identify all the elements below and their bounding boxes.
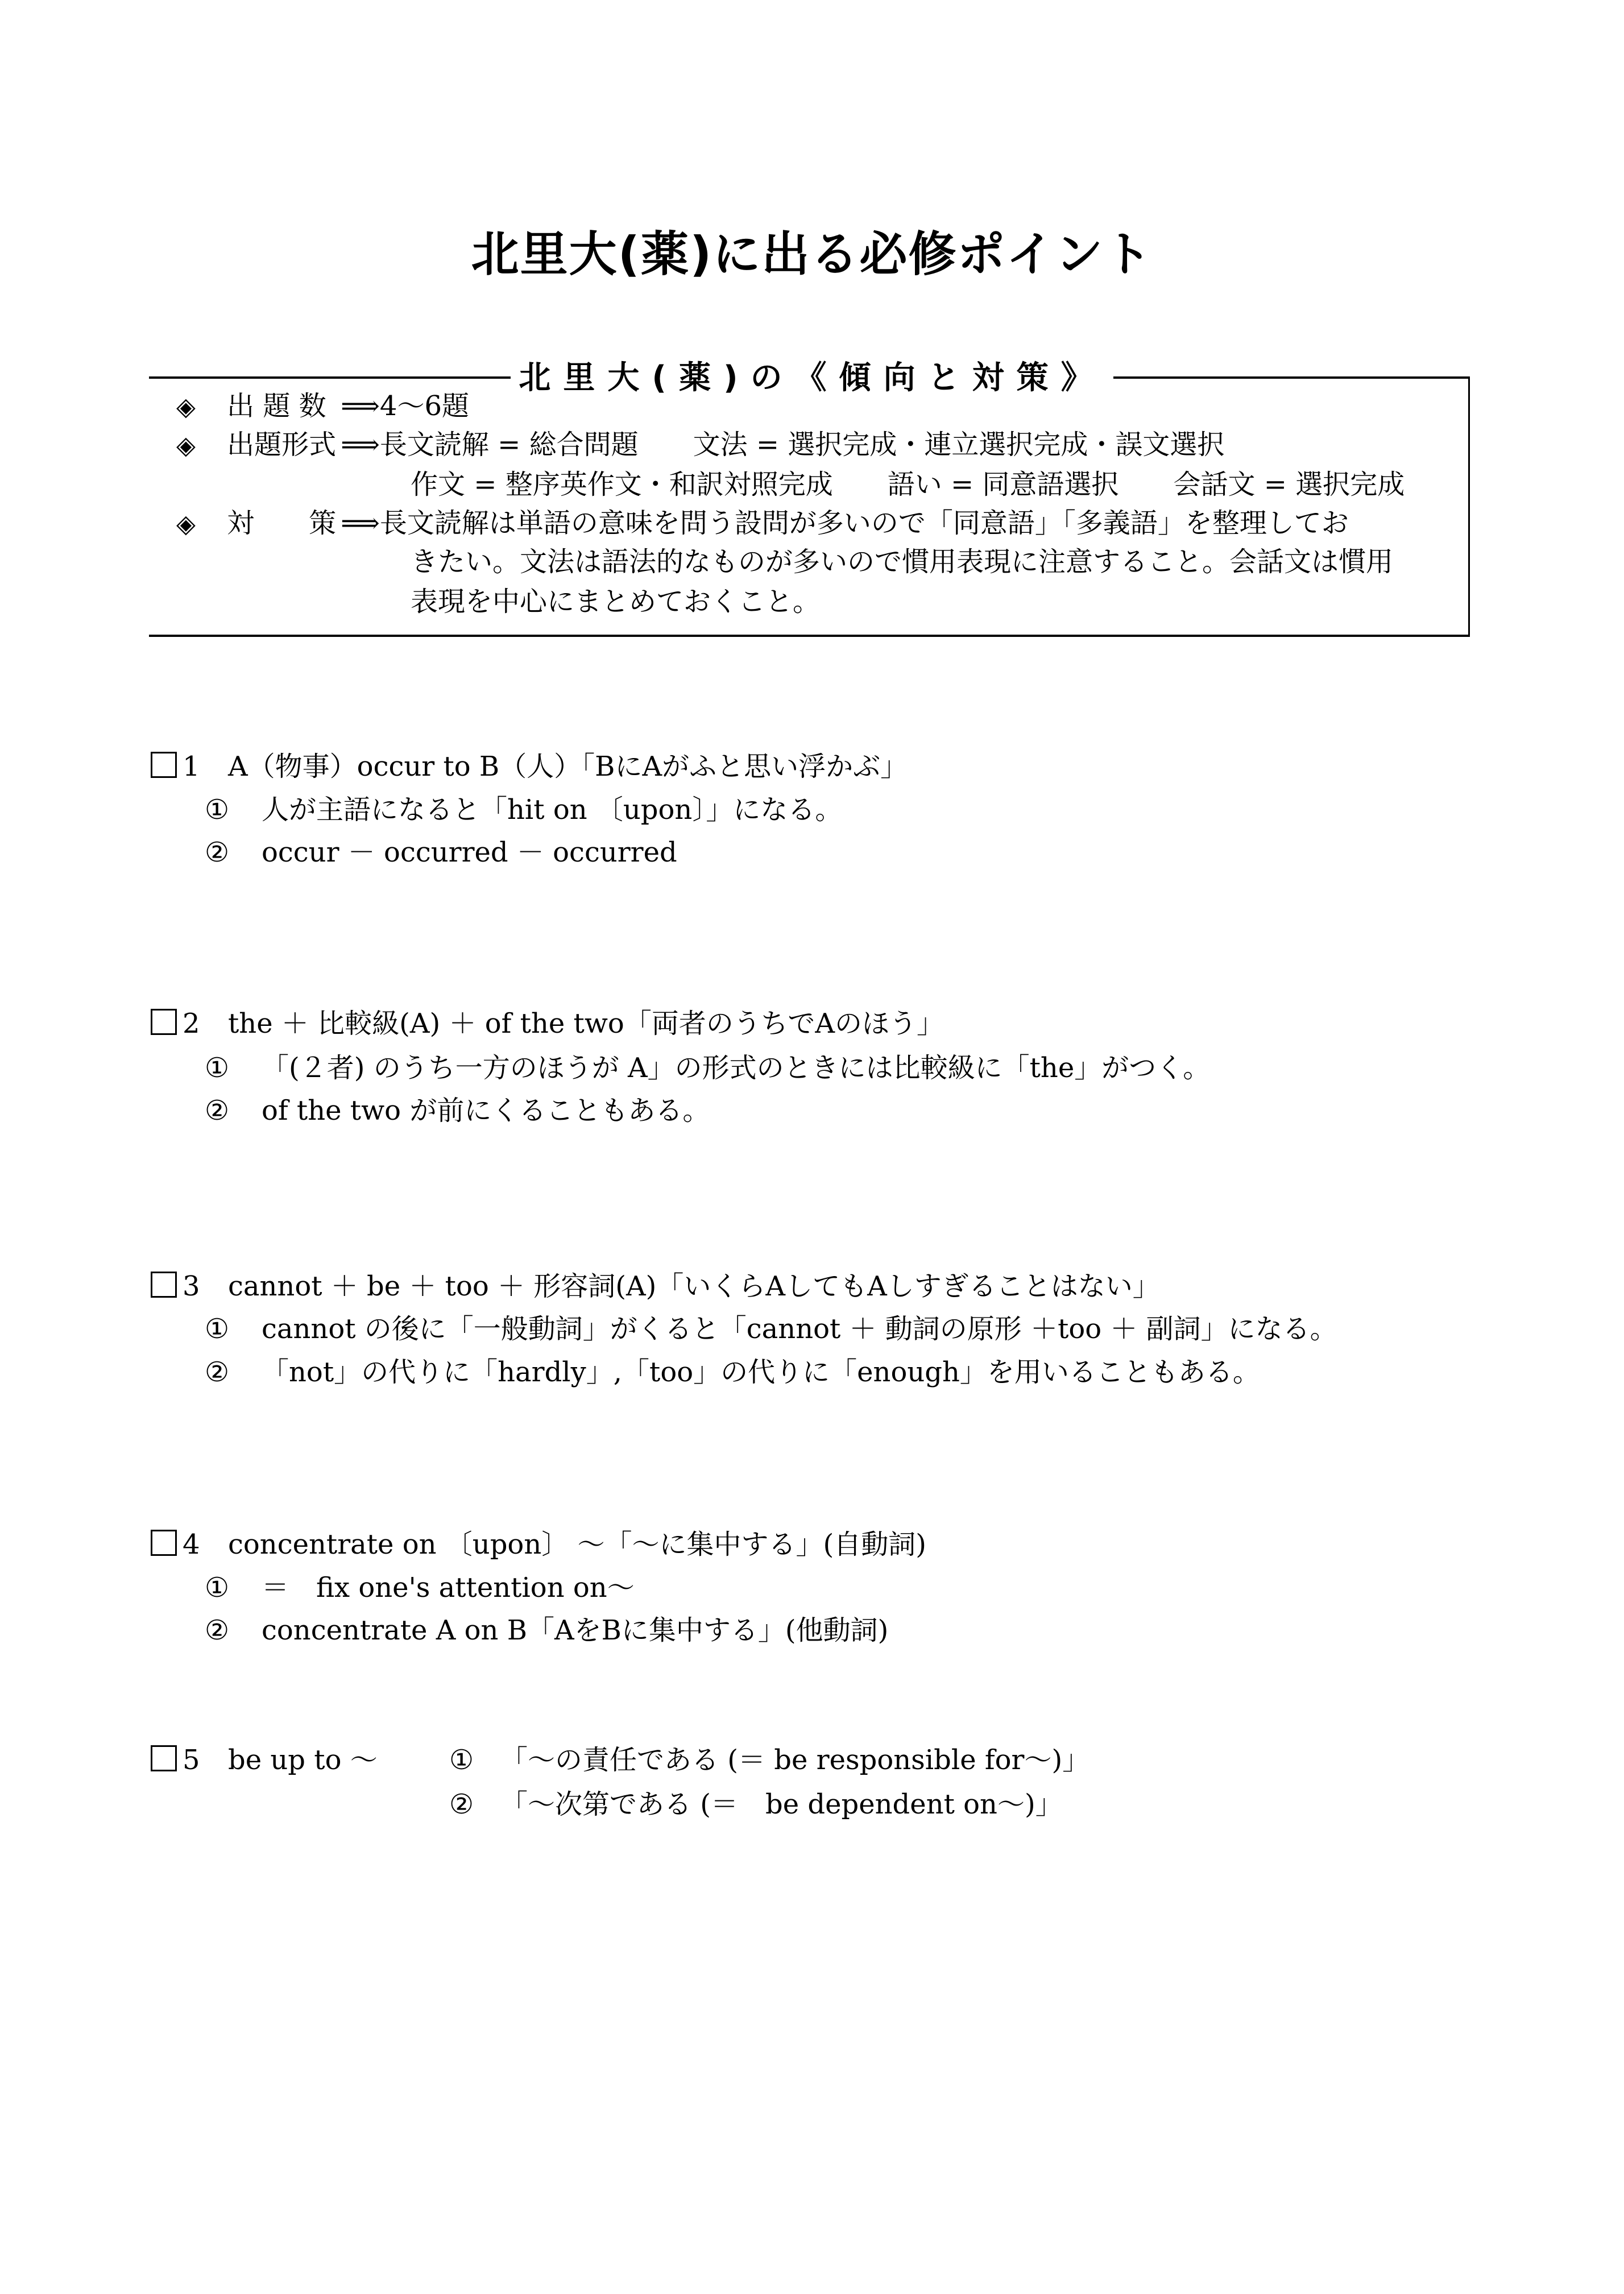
- sub-text: of the two が前にくることもある。: [262, 1095, 710, 1127]
- sub-text: 人が主語になると「hit on 〔upon〕」になる。: [262, 794, 843, 826]
- circled-number: ②: [449, 1788, 474, 1820]
- sub-point: [205, 1094, 710, 1128]
- diamond-bullet-icon: ◈: [176, 392, 196, 421]
- circled-number: ①: [449, 1744, 474, 1776]
- arrow-icon: ⟹: [341, 507, 380, 539]
- point-item-3: [151, 1269, 1160, 1303]
- item-heading: cannot ＋ be ＋ too ＋ 形容詞(A)「いくらAしてもAしすぎることはない」: [228, 1270, 1160, 1302]
- checkbox[interactable]: [151, 1530, 177, 1556]
- sub-text: 「〜の責任である (＝ be responsible for〜)」: [500, 1744, 1090, 1776]
- sub-text: occur － occurred － occurred: [262, 837, 677, 868]
- item-heading: concentrate on 〔upon〕 〜「〜に集中する」(自動詞): [228, 1529, 926, 1560]
- row-text-cont: 作文 = 整序英作文・和訳対照完成 語い = 同意語選択 会話文 = 選択完成: [411, 469, 1405, 500]
- sub-text: cannot の後に「一般動詞」がくると「cannot ＋ 動詞の原形 ＋too ＋ 副詞」になる。: [262, 1313, 1337, 1345]
- circled-number: ②: [205, 1614, 230, 1646]
- point-item-4: [151, 1527, 926, 1562]
- point-item-2: [151, 1007, 944, 1041]
- sub-text: 「not」の代りに「hardly」,「too」の代りに「enough」を用いることもある。: [262, 1356, 1260, 1388]
- sub-point: [205, 793, 842, 827]
- sub-text: 「(２者) のうち一方のほうが A」の形式のときには比較級に「the」がつく。: [262, 1052, 1211, 1084]
- checkbox[interactable]: [151, 752, 177, 778]
- circled-number: ②: [205, 1356, 230, 1388]
- point-item-5: [151, 1743, 378, 1777]
- row-text: 長文読解は単語の意味を問う設問が多いので「同意語」「多義語」を整理してお: [379, 507, 1349, 539]
- circled-number: ②: [205, 837, 230, 868]
- sub-point: [205, 835, 677, 869]
- item-number: 2: [183, 1008, 200, 1040]
- sub-point: [205, 1613, 888, 1647]
- box-row-format: [176, 428, 1224, 463]
- circled-number: ①: [205, 1313, 230, 1345]
- sub-point: [205, 1051, 1210, 1085]
- sub-point: [205, 1312, 1337, 1346]
- box-row-count: [176, 389, 469, 424]
- item-number: 5: [183, 1744, 200, 1776]
- box-row-strategy: [176, 506, 1349, 541]
- circled-number: ②: [205, 1095, 230, 1127]
- item-number: 1: [183, 751, 200, 782]
- checkbox[interactable]: [151, 1745, 177, 1771]
- sub-text: concentrate A on B「AをBに集中する」(他動詞): [262, 1614, 889, 1646]
- sub-point: [205, 1355, 1260, 1389]
- row-label: 出題形式: [227, 429, 337, 461]
- checkbox[interactable]: [151, 1009, 177, 1035]
- circled-number: ①: [205, 1572, 230, 1604]
- diamond-bullet-icon: ◈: [176, 510, 196, 539]
- point-item-1: [151, 750, 908, 784]
- arrow-icon: ⟹: [341, 390, 380, 422]
- row-text-cont: 表現を中心にまとめておくこと。: [411, 586, 821, 618]
- sub-text: ＝ fix one's attention on〜: [262, 1572, 635, 1604]
- sub-text: 「〜次第である (＝ be dependent on〜)」: [500, 1788, 1063, 1820]
- item-heading: the ＋ 比較級(A) ＋ of the two「両者のうちでAのほう」: [228, 1008, 944, 1040]
- sub-point: [449, 1743, 1089, 1777]
- row-text-cont: きたい。文法は語法的なものが多いので慣用表現に注意すること。会話文は慣用: [411, 546, 1394, 578]
- checkbox[interactable]: [151, 1272, 177, 1298]
- row-text: 4〜6題: [379, 390, 470, 422]
- circled-number: ①: [205, 1052, 230, 1084]
- item-number: 4: [183, 1529, 200, 1560]
- arrow-icon: ⟹: [341, 429, 380, 461]
- item-heading: A（物事）occur to B（人）「BにAがふと思い浮かぶ」: [228, 751, 908, 782]
- row-label: 対 策: [227, 507, 337, 539]
- page-title: 北里大(薬)に出る必修ポイント: [471, 226, 1153, 282]
- row-label: 出 題 数: [227, 390, 326, 422]
- row-text: 長文読解 = 総合問題 文法 = 選択完成・連立選択完成・誤文選択: [379, 429, 1225, 461]
- diamond-bullet-icon: ◈: [176, 431, 196, 460]
- box-heading: 北里大(薬)の《傾向と対策》: [511, 359, 1113, 396]
- circled-number: ①: [205, 794, 230, 826]
- sub-point: [205, 1571, 635, 1605]
- item-heading: be up to 〜: [228, 1744, 378, 1776]
- item-number: 3: [183, 1270, 200, 1302]
- sub-point: [449, 1787, 1063, 1821]
